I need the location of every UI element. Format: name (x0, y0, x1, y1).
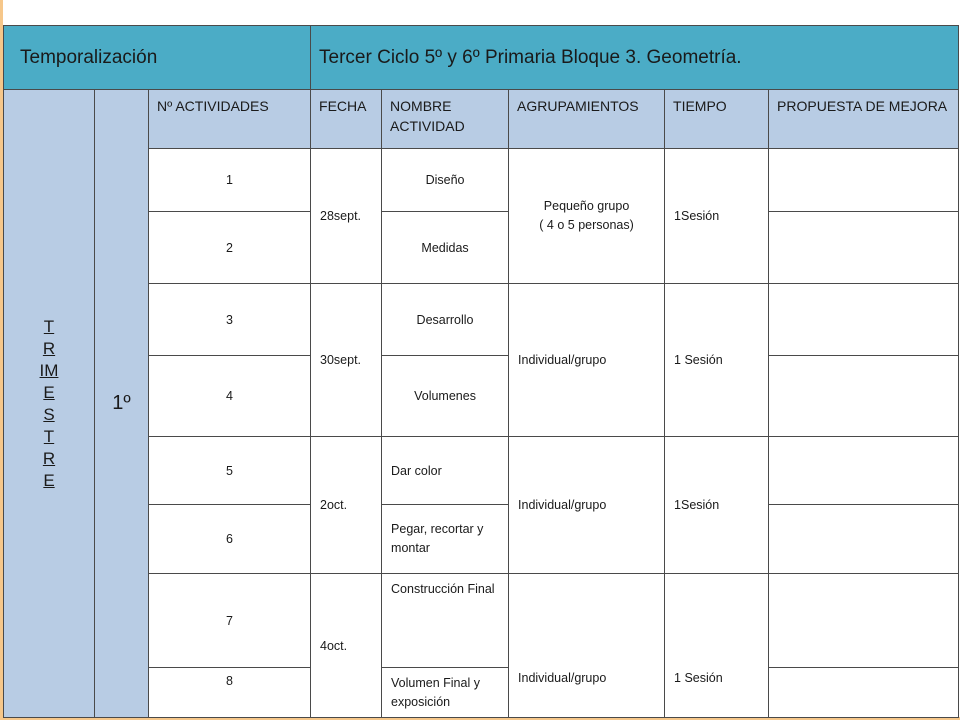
activity-name: Desarrollo (382, 284, 509, 356)
col-agrupamientos: AGRUPAMIENTOS (509, 90, 665, 149)
activity-time: 1 Sesión (665, 574, 769, 718)
activity-name: Medidas (382, 212, 509, 284)
activity-name: Volumen Final y exposición (382, 668, 509, 718)
activity-number: 4 (149, 356, 311, 437)
activity-grouping: Individual/grupo (509, 574, 665, 718)
activity-number: 3 (149, 284, 311, 356)
trimestre-letter: E (43, 382, 55, 402)
improvement-cell (769, 284, 959, 356)
improvement-cell (769, 668, 959, 718)
activity-number: 5 (149, 437, 311, 505)
activity-time: 1Sesión (665, 437, 769, 574)
title-row (4, 26, 959, 90)
trimestre-letter: E (43, 470, 55, 490)
activity-name: Dar color (382, 437, 509, 505)
col-tiempo: TIEMPO (665, 90, 769, 149)
trimestre-letter: IM (39, 360, 59, 380)
cycle-label: 1º (95, 90, 149, 718)
improvement-cell (769, 149, 959, 212)
activity-number: 6 (149, 505, 311, 574)
improvement-cell (769, 437, 959, 505)
activity-number: 2 (149, 212, 311, 284)
trimestre-letter: S (43, 404, 55, 424)
improvement-cell (769, 574, 959, 668)
activity-name: Volumenes (382, 356, 509, 437)
col-nombre: NOMBRE ACTIVIDAD (382, 90, 509, 149)
activity-grouping: Individual/grupo (509, 284, 665, 437)
activity-name: Diseño (382, 149, 509, 212)
trimestre-letter: T (43, 426, 55, 446)
col-propuesta: PROPUESTA DE MEJORA (769, 90, 959, 149)
grouping-line: Pequeño grupo (543, 199, 630, 213)
trimestre-letter: R (42, 448, 56, 468)
improvement-cell (769, 505, 959, 574)
header-right: Tercer Ciclo 5º y 6º Primaria Bloque 3. Geometría. (311, 26, 959, 90)
header-left: Temporalización (4, 26, 311, 90)
trimestre-letter: T (43, 316, 55, 336)
trimestre-letter: R (42, 338, 56, 358)
trimestre-label (4, 90, 95, 718)
activity-time: 1 Sesión (665, 284, 769, 437)
grouping-line: ( 4 o 5 personas) (539, 218, 634, 232)
activity-name: Construcción Final (382, 574, 509, 668)
activity-time: 1Sesión (665, 149, 769, 284)
activity-number: 7 (149, 574, 311, 668)
activity-number: 1 (149, 149, 311, 212)
col-actividades: Nº ACTIVIDADES (149, 90, 311, 149)
schedule-table (3, 25, 959, 718)
activity-date: 28sept. (311, 149, 382, 284)
activity-date: 30sept. (311, 284, 382, 437)
activity-date: 2oct. (311, 437, 382, 574)
activity-name: Pegar, recortar y montar (382, 505, 509, 574)
improvement-cell (769, 356, 959, 437)
activity-number: 8 (149, 668, 311, 718)
activity-date: 4oct. (311, 574, 382, 718)
improvement-cell (769, 212, 959, 284)
column-header-row (4, 90, 959, 149)
activity-grouping (509, 149, 665, 284)
activity-grouping: Individual/grupo (509, 437, 665, 574)
col-fecha: FECHA (311, 90, 382, 149)
